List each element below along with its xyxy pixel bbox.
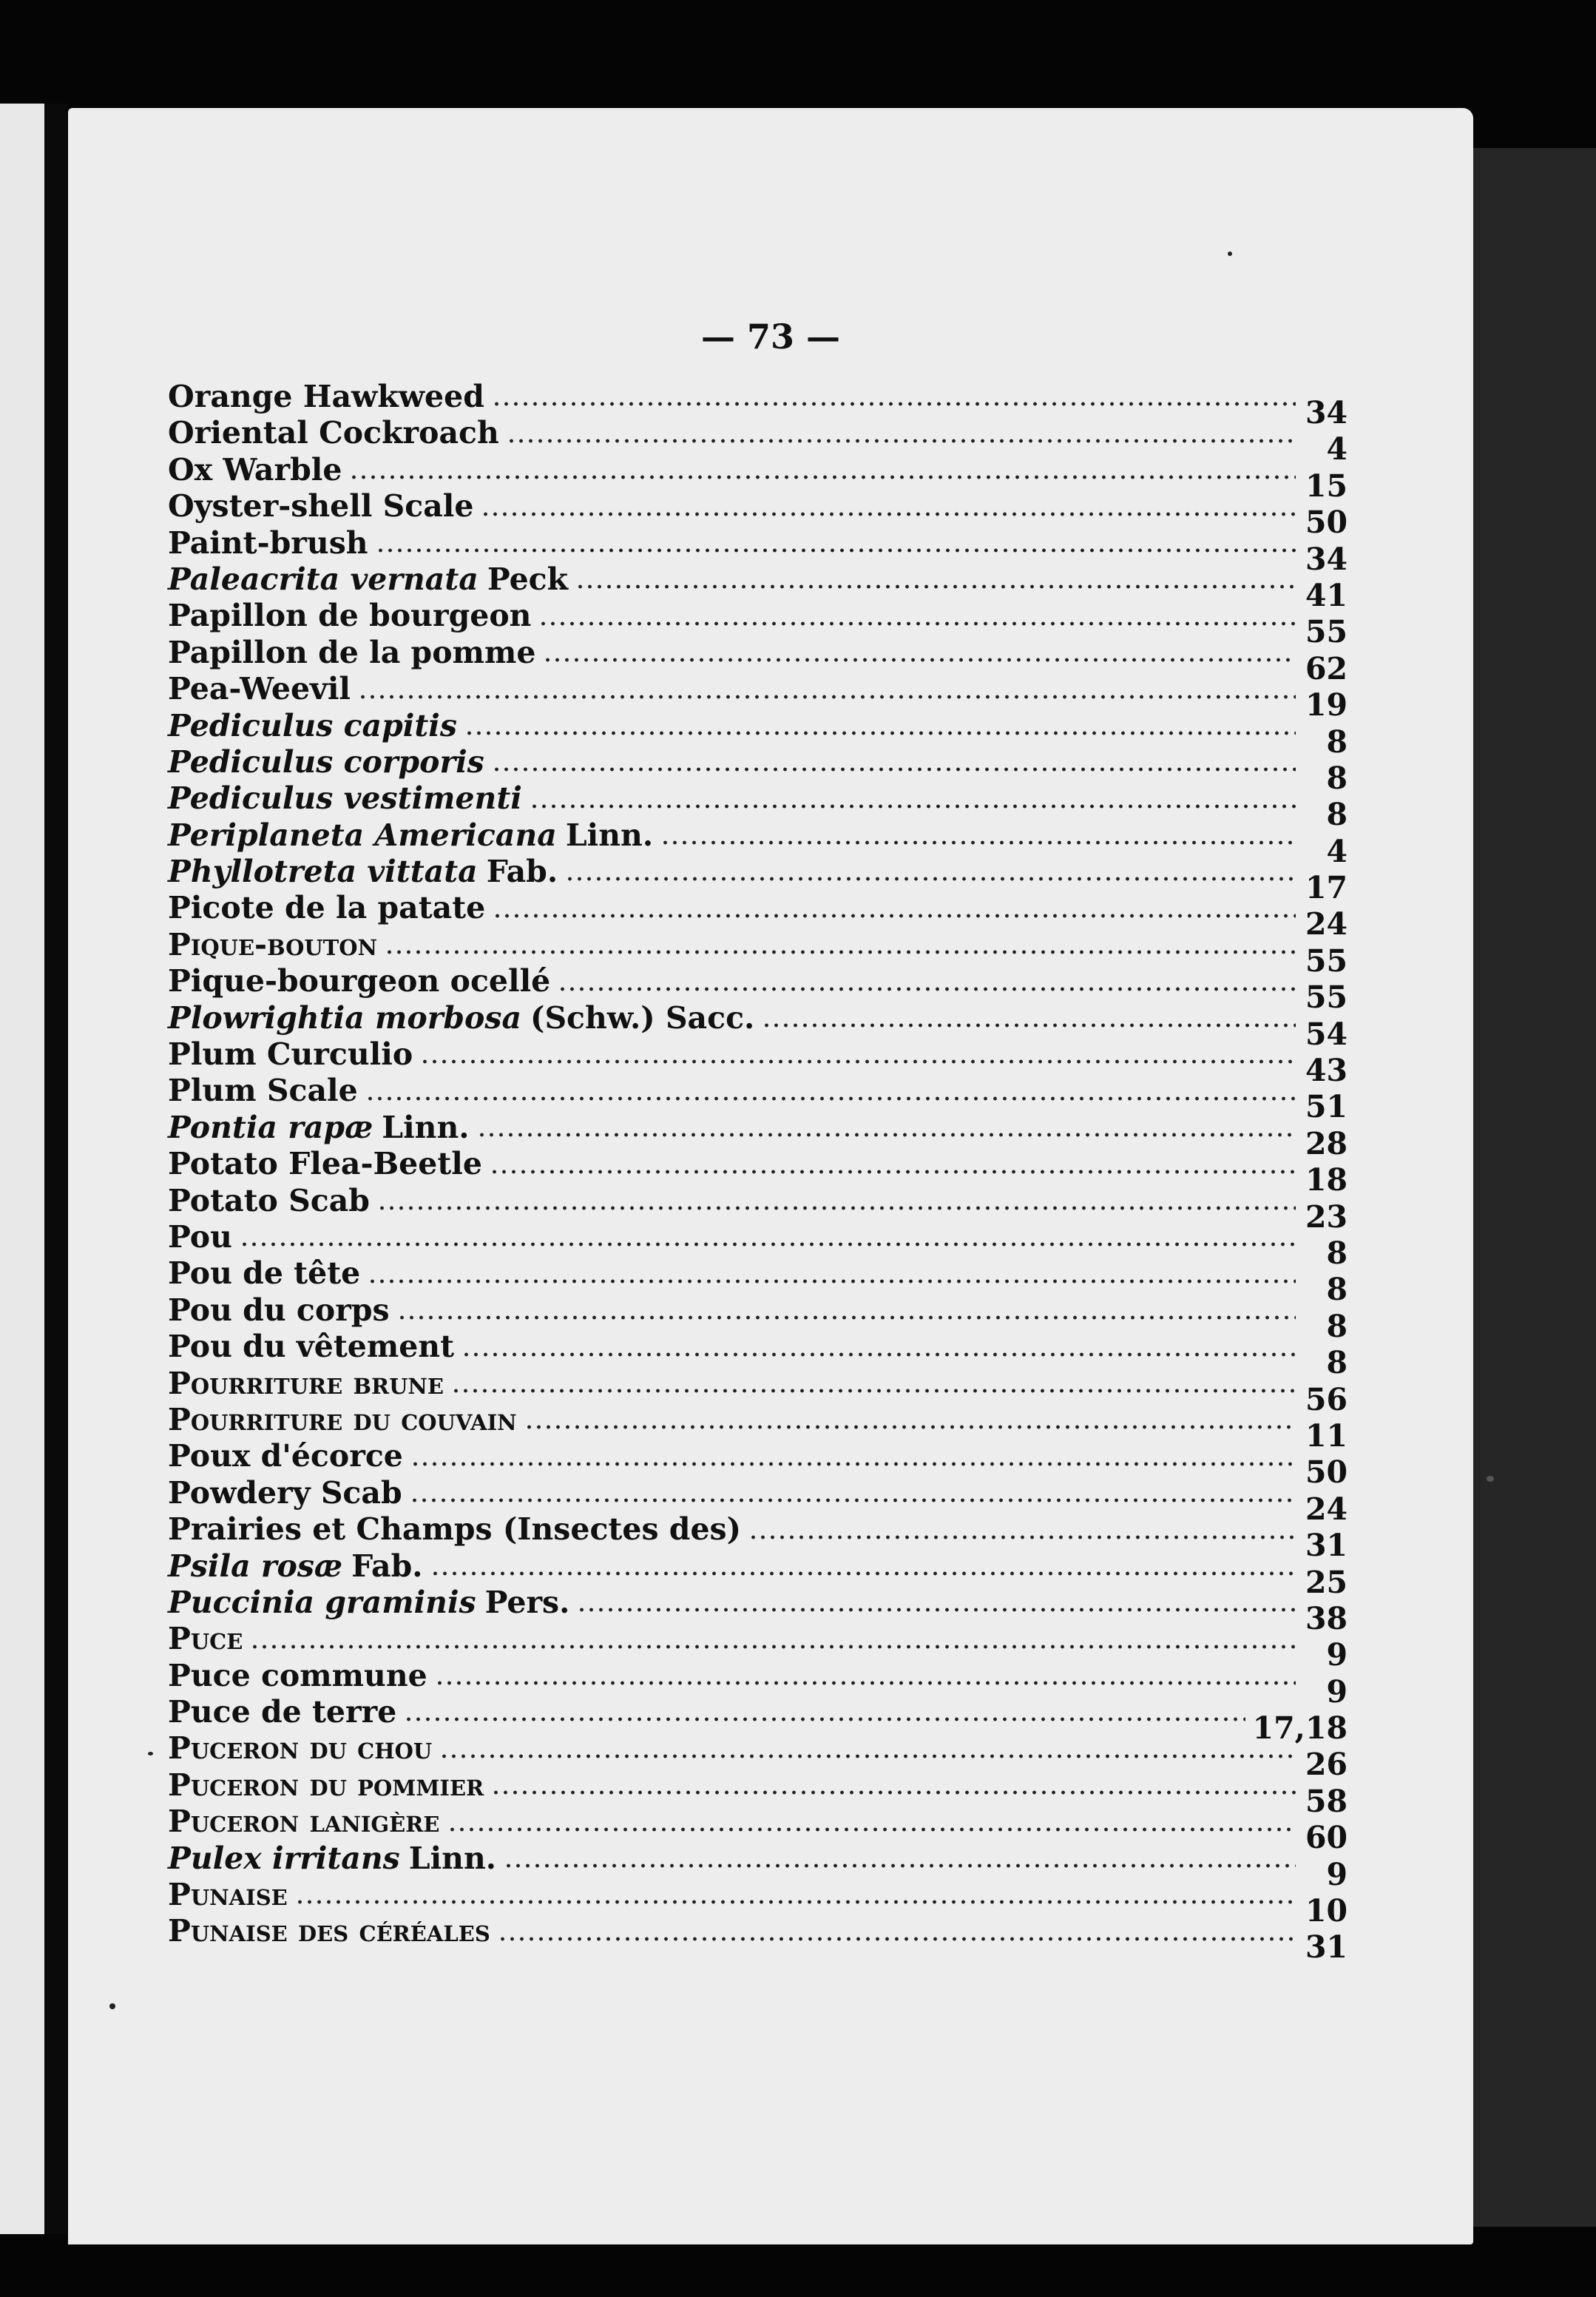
dot-leader [385, 948, 1296, 956]
index-entry [168, 926, 1348, 979]
dot-leader [491, 1789, 1296, 1796]
page-number: — 73 — [700, 317, 841, 357]
scan-speck [1487, 1476, 1494, 1482]
entry-term: Phyllotreta vittata [168, 854, 478, 890]
entry-author: Fab. [351, 1548, 423, 1584]
entry-term: Puceron lanigère [168, 1804, 440, 1840]
entry-author: Peck [487, 561, 569, 597]
index-entry [168, 1840, 1348, 1892]
entry-term: Oriental Cockroach [168, 415, 499, 451]
scan-speck [109, 2003, 115, 2009]
book-spine-shadow [44, 104, 67, 2234]
entry-term: Oyster-shell Scale [168, 488, 474, 525]
index-entry [168, 1292, 1348, 1344]
dot-leader [524, 1423, 1296, 1431]
entry-term: Puceron du pommier [168, 1767, 484, 1803]
entry-page-number: 31 [1305, 1929, 1348, 1966]
entry-term: Papillon de la pomme [168, 634, 536, 670]
dot-leader [365, 1095, 1296, 1102]
page-shadow-right [1472, 148, 1596, 2227]
entry-page-number: 28 [1305, 1125, 1348, 1161]
index-entry [168, 1694, 1348, 1747]
entry-page-number: 8 [1326, 760, 1348, 796]
entry-author: Linn. [565, 817, 654, 853]
dot-leader [507, 437, 1296, 445]
dot-leader [250, 1643, 1296, 1650]
dot-leader [439, 1753, 1296, 1760]
dot-leader [492, 400, 1296, 408]
entry-term: Pulex irritans [168, 1840, 400, 1876]
index-entry [168, 854, 1348, 906]
entry-term: Pediculus corporis [168, 743, 484, 780]
index-entry [168, 415, 1348, 468]
dot-leader [410, 1497, 1296, 1504]
entry-term: Pou du corps [168, 1292, 390, 1328]
entry-term: Prairies et Champs (Insectes des) [168, 1511, 742, 1548]
dot-leader [748, 1534, 1296, 1541]
entry-term: Picote de la patate [168, 890, 486, 926]
dot-leader [368, 1278, 1296, 1285]
dot-leader [349, 473, 1296, 481]
dot-leader [447, 1826, 1296, 1833]
dot-leader [481, 510, 1296, 518]
dot-leader [543, 656, 1296, 664]
index-entry [168, 1730, 1348, 1783]
dot-leader [410, 1460, 1296, 1468]
entry-page-number: 17 [1305, 870, 1348, 906]
index-entry [168, 561, 1348, 613]
dot-leader [538, 620, 1296, 627]
index-entry [168, 1767, 1348, 1819]
entry-term: Pique-bouton [168, 926, 378, 962]
entry-page-number: 9 [1326, 1637, 1348, 1673]
entry-term: Plowrightia morbosa [168, 999, 522, 1036]
entry-page-number: 41 [1305, 577, 1348, 613]
entry-term: Paint-brush [168, 525, 368, 561]
dot-leader [498, 1935, 1296, 1943]
entry-page-number: 25 [1305, 1564, 1348, 1600]
entry-term: Puce de terre [168, 1694, 397, 1730]
entry-term: Powdery Scab [168, 1474, 402, 1511]
entry-term: Psila rosæ [168, 1548, 343, 1584]
entry-term: Pou [168, 1218, 232, 1255]
dot-leader [404, 1716, 1245, 1723]
entry-term: Paleacrita vernata [168, 561, 479, 597]
index-entry [168, 1329, 1348, 1381]
entry-page-number: 56 [1305, 1381, 1348, 1417]
entry-page-number: 17,18 [1252, 1710, 1348, 1747]
index-entry [168, 1109, 1348, 1161]
dot-leader [490, 1168, 1296, 1176]
scan-speck [1228, 252, 1232, 256]
entry-page-number: 19 [1305, 687, 1348, 723]
entry-page-number: 55 [1305, 979, 1348, 1016]
index-entry [168, 1548, 1348, 1600]
dot-leader [565, 875, 1296, 883]
index-entry [168, 598, 1348, 650]
entry-term: Poux d'écorce [168, 1438, 403, 1474]
entry-page-number: 34 [1305, 395, 1348, 431]
index-entry [168, 634, 1348, 687]
index-entry [168, 1182, 1348, 1235]
entry-page-number: 54 [1305, 1016, 1348, 1052]
index-entry [168, 890, 1348, 942]
dot-leader [397, 1314, 1296, 1321]
entry-term: Pontia rapæ [168, 1109, 373, 1145]
index-entry [168, 1584, 1348, 1636]
entry-term: Puceron du chou [168, 1730, 433, 1767]
entry-term: Pediculus vestimenti [168, 780, 522, 817]
entry-page-number: 24 [1305, 1491, 1348, 1527]
entry-page-number: 8 [1326, 723, 1348, 760]
index-entry [168, 1401, 1348, 1454]
entry-page-number: 4 [1326, 833, 1348, 869]
index-entry [168, 1218, 1348, 1271]
entry-page-number: 9 [1326, 1673, 1348, 1710]
entry-page-number: 24 [1305, 906, 1348, 942]
entry-page-number: 55 [1305, 614, 1348, 650]
index-entry [168, 963, 1348, 1016]
entry-page-number: 50 [1305, 1454, 1348, 1491]
entry-page-number: 55 [1305, 942, 1348, 979]
entry-page-number: 26 [1305, 1747, 1348, 1783]
index-entry [168, 1621, 1348, 1673]
dot-leader [762, 1022, 1296, 1029]
entry-page-number: 9 [1326, 1856, 1348, 1892]
scanned-page [68, 108, 1473, 2244]
dot-leader [493, 912, 1296, 920]
entry-term: Potato Scab [168, 1182, 370, 1218]
index-entry [168, 379, 1348, 431]
entry-page-number: 58 [1305, 1783, 1348, 1819]
index-entry [168, 451, 1348, 504]
entry-page-number: 31 [1305, 1528, 1348, 1564]
dot-leader [461, 1351, 1296, 1358]
entry-term: Punaise des céréales [168, 1913, 490, 1949]
entry-author: Pers. [484, 1584, 570, 1620]
dot-leader [240, 1241, 1296, 1248]
dot-leader [660, 839, 1296, 846]
dot-leader [492, 766, 1296, 773]
index-entry [168, 1657, 1348, 1710]
entry-author: Linn. [408, 1840, 497, 1876]
index-entry [168, 1073, 1348, 1125]
entry-page-number: 51 [1305, 1089, 1348, 1125]
entry-term: Pediculus capitis [168, 707, 457, 743]
entry-term: Pou du vêtement [168, 1329, 455, 1365]
entry-term: Punaise [168, 1877, 288, 1913]
entry-page-number: 8 [1326, 1345, 1348, 1381]
entry-page-number: 43 [1305, 1053, 1348, 1089]
entry-term: Pourriture du couvain [168, 1401, 517, 1437]
index-entry [168, 1913, 1348, 1966]
entry-author: Linn. [382, 1109, 470, 1145]
entry-page-number: 34 [1305, 541, 1348, 577]
entry-term: Pique-bourgeon ocellé [168, 963, 551, 999]
index-entry [168, 999, 1348, 1052]
entry-page-number: 15 [1305, 468, 1348, 504]
index-list [168, 379, 1348, 1966]
entry-term: Ox Warble [168, 451, 342, 488]
entry-term: Periplaneta Americana [168, 817, 557, 853]
dot-leader [477, 1131, 1296, 1139]
dot-leader [295, 1898, 1296, 1906]
entry-page-number: 18 [1305, 1162, 1348, 1198]
entry-term: Pourriture brune [168, 1365, 444, 1401]
dot-leader [504, 1862, 1296, 1869]
index-entry [168, 525, 1348, 577]
entry-page-number: 8 [1326, 797, 1348, 833]
dot-leader [575, 583, 1296, 590]
entry-term: Plum Scale [168, 1073, 358, 1109]
dot-leader [435, 1679, 1296, 1687]
entry-page-number: 8 [1326, 1272, 1348, 1308]
entry-term: Pou de tête [168, 1255, 361, 1292]
entry-page-number: 50 [1305, 505, 1348, 541]
index-entry [168, 1036, 1348, 1089]
index-entry [168, 743, 1348, 796]
entry-page-number: 8 [1326, 1308, 1348, 1344]
entry-page-number: 11 [1305, 1417, 1348, 1454]
entry-page-number: 23 [1305, 1198, 1348, 1235]
index-entry [168, 780, 1348, 833]
index-entry [168, 671, 1348, 723]
index-entry [168, 1511, 1348, 1564]
index-entry [168, 707, 1348, 760]
index-entry [168, 817, 1348, 869]
entry-page-number: 10 [1305, 1893, 1348, 1929]
index-entry [168, 1877, 1348, 1929]
entry-term: Plum Curculio [168, 1036, 413, 1073]
dot-leader [577, 1606, 1296, 1613]
index-entry [168, 1365, 1348, 1417]
entry-page-number: 4 [1326, 431, 1348, 468]
entry-page-number: 62 [1305, 650, 1348, 687]
index-entry [168, 1438, 1348, 1491]
dot-leader [558, 985, 1296, 993]
entry-author: Fab. [486, 854, 558, 890]
entry-term: Pea-Weevil [168, 671, 351, 707]
dot-leader [358, 693, 1296, 701]
dot-leader [451, 1387, 1296, 1394]
entry-term: Potato Flea-Beetle [168, 1146, 482, 1182]
dot-leader [464, 729, 1296, 737]
entry-page-number: 8 [1326, 1235, 1348, 1271]
adjacent-page-edge [0, 104, 44, 2234]
index-entry [168, 1804, 1348, 1856]
dot-leader [376, 547, 1296, 554]
entry-author: (Schw.) Sacc. [530, 999, 755, 1036]
dot-leader [420, 1058, 1296, 1065]
entry-term: Puce [168, 1621, 243, 1657]
entry-term: Puce commune [168, 1657, 427, 1693]
entry-term: Orange Hawkweed [168, 379, 484, 414]
entry-term: Puccinia graminis [168, 1584, 476, 1620]
index-entry [168, 1146, 1348, 1198]
dot-leader [430, 1570, 1296, 1577]
entry-page-number: 38 [1305, 1600, 1348, 1636]
entry-page-number: 60 [1305, 1820, 1348, 1856]
index-entry [168, 1474, 1348, 1527]
index-entry [168, 488, 1348, 541]
index-entry [168, 1255, 1348, 1308]
dot-leader [377, 1204, 1296, 1212]
entry-term: Papillon de bourgeon [168, 598, 532, 634]
scan-speck [148, 1752, 153, 1755]
dot-leader [530, 803, 1296, 810]
